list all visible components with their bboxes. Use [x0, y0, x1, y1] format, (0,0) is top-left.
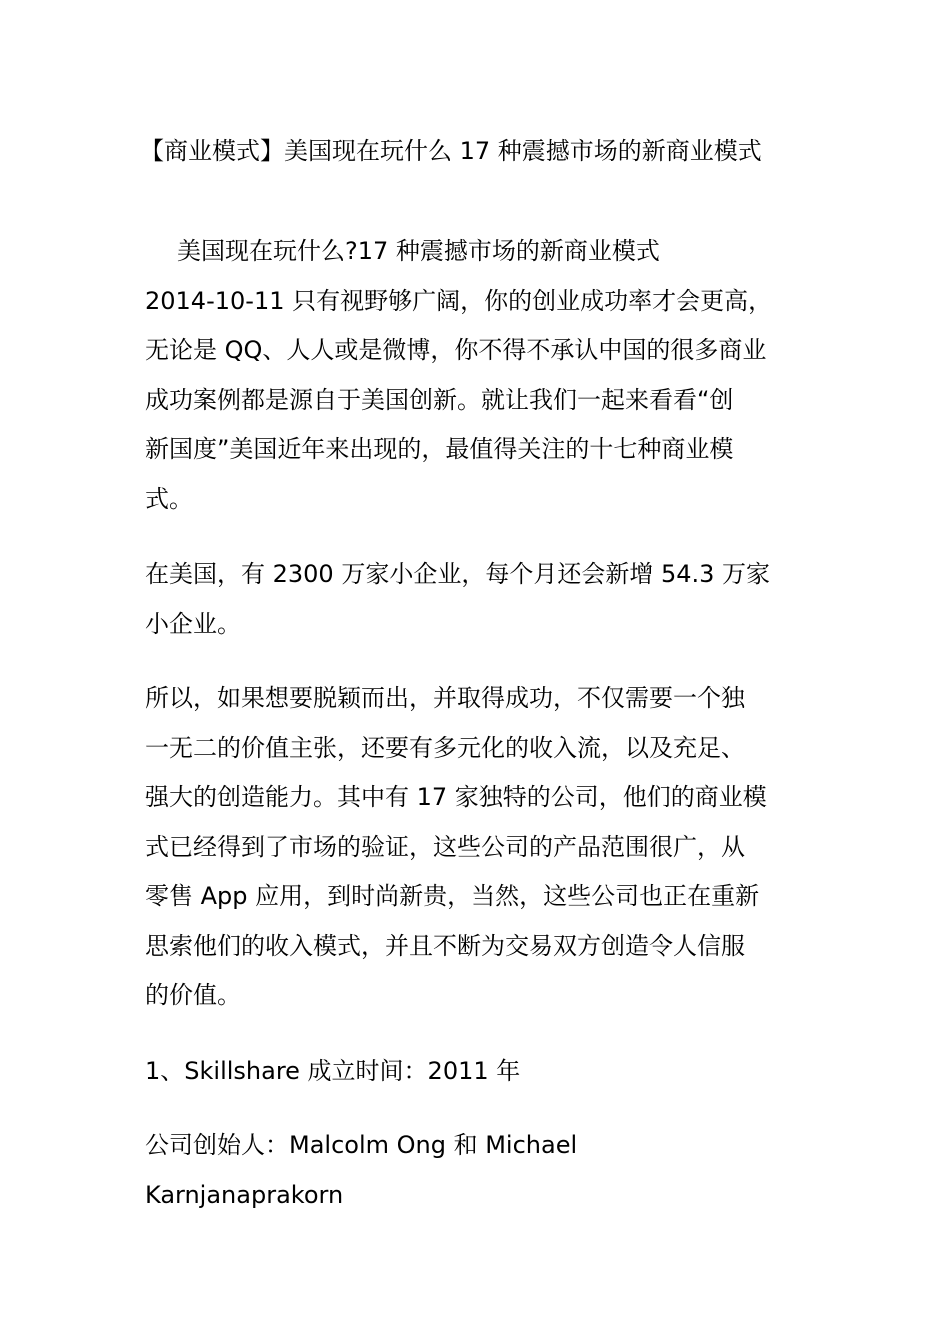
- paragraph-line: 无论是 QQ、人人或是微博，你不得不承认中国的很多商业: [145, 336, 767, 364]
- paragraph-line: 式已经得到了市场的验证，这些公司的产品范围很广，从: [145, 832, 745, 861]
- document-title: 【商业模式】美国现在玩什么 17 种震撼市场的新商业模式: [140, 137, 762, 165]
- paragraph-line: 小企业。: [145, 609, 241, 638]
- paragraph-line: 成功案例都是源自于美国创新。就让我们一起来看看“创: [145, 385, 734, 414]
- paragraph-line: 的价值。: [145, 981, 241, 1009]
- paragraph-line: 在美国，有 2300 万家小企业，每个月还会新增 54.3 万家: [145, 560, 771, 588]
- paragraph-small-business: [145, 550, 810, 649]
- paragraph-line: 思索他们的收入模式，并且不断为交易双方创造令人信服: [145, 931, 745, 960]
- paragraph-line: 式。: [145, 484, 193, 513]
- paragraph-skillshare-heading: [145, 1047, 810, 1097]
- paragraph-value-proposition: [145, 674, 810, 1021]
- paragraph-line: 零售 App 应用，到时尚新贵，当然，这些公司也正在重新: [145, 882, 760, 910]
- paragraph-intro: [145, 227, 810, 524]
- paragraph-line: 新国度”美国近年来出现的，最值得关注的十七种商业模: [145, 435, 734, 463]
- paragraph-line: 强大的创造能力。其中有 17 家独特的公司，他们的商业模: [145, 783, 767, 811]
- paragraph-founders: [145, 1121, 810, 1220]
- paragraph-line: Karnjanaprakorn: [145, 1180, 344, 1209]
- paragraph-line: 一无二的价值主张，还要有多元化的收入流，以及充足、: [145, 733, 745, 762]
- paragraph-line: 2014-10-11 只有视野够广阔，你的创业成功率才会更高，: [145, 286, 773, 315]
- paragraph-line: 美国现在玩什么?17 种震撼市场的新商业模式: [177, 237, 660, 265]
- paragraph-line: 1、Skillshare 成立时间：2011 年: [145, 1057, 521, 1085]
- paragraph-line: 公司创始人：Malcolm Ong 和 Michael: [145, 1131, 578, 1159]
- paragraph-line: 所以，如果想要脱颖而出，并取得成功，不仅需要一个独: [145, 684, 745, 712]
